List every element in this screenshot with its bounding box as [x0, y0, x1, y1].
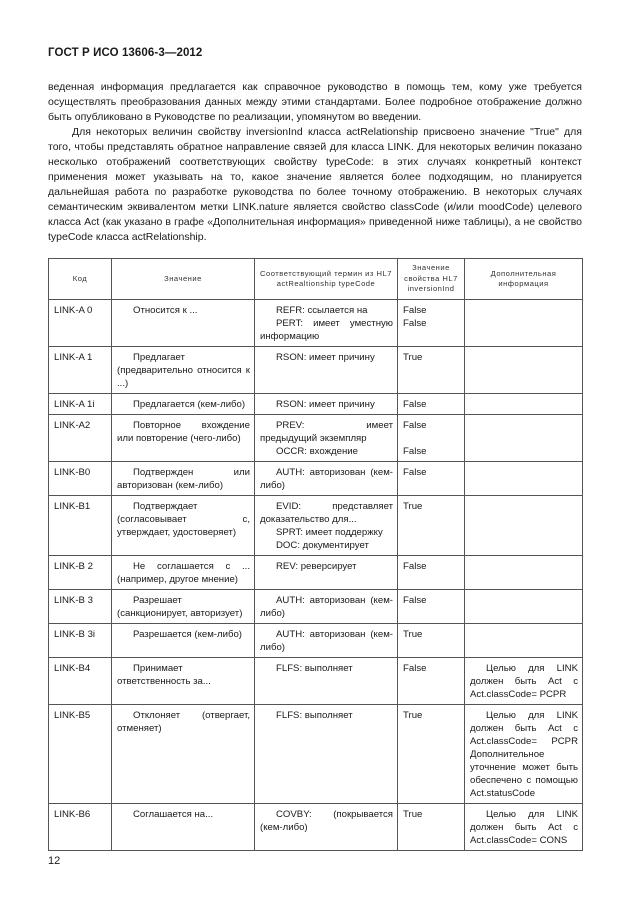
- paragraph-1: веденная информация предлагается как справочное руководство в помощь тем, кому уже требуется осуществлять преобразования данных между этими стандартами. Более подробное отображение должно быть опубликовано в Руководстве по реализации, упомянутом во введении.: [48, 81, 582, 123]
- table-header-row: [49, 259, 583, 300]
- hl7-term-line: COVBY: (покрывается (кем-либо): [260, 809, 393, 833]
- hl7-term-line: REFR: ссылается на: [276, 305, 368, 316]
- body-text: [48, 80, 582, 245]
- page-header-title: ГОСТ Р ИСО 13606-3—2012: [48, 47, 203, 59]
- mapping-table: [48, 258, 583, 851]
- inversion-value: True: [403, 629, 423, 640]
- cell-additional-info: [465, 300, 583, 347]
- cell-code: LINK-A 1i: [49, 394, 112, 415]
- cell-meaning: Принимает ответственность за...: [112, 658, 255, 705]
- inversion-value: False: [403, 561, 427, 572]
- cell-additional-info: [465, 462, 583, 496]
- cell-additional-info: [465, 590, 583, 624]
- inversion-value: False: [403, 467, 427, 478]
- header-code: Код: [49, 259, 112, 300]
- header-additional-info: Дополнительная информация: [465, 259, 583, 300]
- cell-code: LINK-B0: [49, 462, 112, 496]
- cell-meaning: Предлагает (предварительно относится к ...): [112, 347, 255, 394]
- cell-additional-info: Целью для LINK должен быть Act с Act.classCode= CONS: [465, 804, 583, 851]
- cell-hl7-term: [255, 394, 398, 415]
- cell-hl7-term: [255, 624, 398, 658]
- table-row: [49, 394, 583, 415]
- cell-inversion-value: [398, 804, 465, 851]
- inversion-value: False: [403, 595, 427, 606]
- cell-inversion-value: [398, 347, 465, 394]
- table-row: [49, 658, 583, 705]
- cell-hl7-term: [255, 590, 398, 624]
- hl7-term-line: AUTH: авторизован (кем-либо): [260, 629, 393, 653]
- cell-meaning: Предлагается (кем-либо): [112, 394, 255, 415]
- cell-hl7-term: [255, 658, 398, 705]
- hl7-term-line: PERT: имеет уместную информацию: [260, 318, 393, 342]
- cell-code: LINK-B 3: [49, 590, 112, 624]
- hl7-term-line: RSON: имеет причину: [276, 399, 375, 410]
- header-inversion-value: Значение свойства HL7 inversionInd: [398, 259, 465, 300]
- cell-inversion-value: [398, 394, 465, 415]
- header-hl7-term: Соответствующий термин из HL7 actRealtionship typeCode: [255, 259, 398, 300]
- cell-inversion-value: [398, 300, 465, 347]
- cell-additional-info: [465, 415, 583, 462]
- hl7-term-line: SPRT: имеет поддержку: [276, 527, 383, 538]
- hl7-term-line: EVID: представляет доказательство для...: [260, 501, 393, 525]
- cell-hl7-term: [255, 347, 398, 394]
- cell-code: LINK-B1: [49, 496, 112, 556]
- cell-inversion-value: [398, 705, 465, 804]
- cell-additional-info: [465, 624, 583, 658]
- inversion-value: True: [403, 809, 423, 820]
- cell-hl7-term: [255, 705, 398, 804]
- cell-hl7-term: [255, 300, 398, 347]
- inversion-value: False: [403, 663, 427, 674]
- cell-hl7-term: [255, 496, 398, 556]
- table-row: [49, 415, 583, 462]
- cell-additional-info: Целью для LINK должен быть Act с Act.classCode= PCPR Дополнительное уточнение может быть обеспечено с помощью Act.statusCode: [465, 705, 583, 804]
- inversion-value: True: [403, 501, 423, 512]
- cell-hl7-term: [255, 556, 398, 590]
- cell-meaning: Подтверждает (согласовывает с, утверждает, удостоверяет): [112, 496, 255, 556]
- cell-inversion-value: [398, 496, 465, 556]
- cell-hl7-term: [255, 462, 398, 496]
- cell-additional-info: [465, 556, 583, 590]
- table-row: [49, 590, 583, 624]
- cell-inversion-value: [398, 556, 465, 590]
- cell-code: LINK-B5: [49, 705, 112, 804]
- cell-code: LINK-B6: [49, 804, 112, 851]
- hl7-term-line: OCCR: вхождение: [276, 446, 358, 457]
- cell-meaning: Относится к ...: [112, 300, 255, 347]
- paragraph-2: Для некоторых величин свойству inversionInd класса actRelationship присвоено значение "True" для того, чтобы представлять обратное направление связей для класса LINK. Для некоторых величин показано несколько отображений соответствующих свойству typeCode: в этих случаях конкретный контекст применения может указывать на то, какое значение является более подходящим, но планируется дальнейшая работа по разработке руководства по более точному отображению. В некоторых случаях семантическим эквивалентом метки LINK.nature является свойство classCode (и/или moodCode) целевого класса Act (как указано в графе «Дополнительная информация» приведенной ниже таблицы), а не свойство typeCode класса actRelationship.: [48, 126, 582, 243]
- cell-code: LINK-B 2: [49, 556, 112, 590]
- cell-meaning: Отклоняет (отвергает, отменяет): [112, 705, 255, 804]
- table-row: [49, 556, 583, 590]
- hl7-term-line: RSON: имеет причину: [276, 352, 375, 363]
- cell-code: LINK-B4: [49, 658, 112, 705]
- cell-hl7-term: [255, 415, 398, 462]
- table-row: [49, 624, 583, 658]
- cell-meaning: Повторное вхождение или повторение (чего-либо): [112, 415, 255, 462]
- hl7-term-line: PREV: имеет предыдущий экземпляр: [260, 420, 393, 444]
- cell-additional-info: [465, 394, 583, 415]
- cell-additional-info: [465, 496, 583, 556]
- inversion-value: True: [403, 352, 423, 363]
- inversion-value: False: [403, 446, 427, 457]
- inversion-value: False: [403, 305, 427, 316]
- inversion-value: False: [403, 420, 427, 431]
- hl7-term-line: AUTH: авторизован (кем-либо): [260, 595, 393, 619]
- cell-meaning: Не соглашается с ... (например, другое мнение): [112, 556, 255, 590]
- cell-inversion-value: [398, 624, 465, 658]
- cell-inversion-value: [398, 415, 465, 462]
- cell-code: LINK-B 3i: [49, 624, 112, 658]
- inversion-value: True: [403, 710, 423, 721]
- hl7-term-line: DOC: документирует: [276, 540, 369, 551]
- hl7-term-line: AUTH: авторизован (кем-либо): [260, 467, 393, 491]
- page-number: 12: [48, 855, 61, 867]
- cell-inversion-value: [398, 462, 465, 496]
- table-row: [49, 300, 583, 347]
- cell-meaning: Соглашается на...: [112, 804, 255, 851]
- hl7-term-line: FLFS: выполняет: [276, 710, 353, 721]
- inversion-value: False: [403, 318, 427, 329]
- cell-hl7-term: [255, 804, 398, 851]
- cell-inversion-value: [398, 590, 465, 624]
- header-meaning: Значение: [112, 259, 255, 300]
- hl7-term-line: REV: реверсирует: [276, 561, 357, 572]
- table-row: [49, 496, 583, 556]
- inversion-value: False: [403, 399, 427, 410]
- table-row: [49, 347, 583, 394]
- cell-meaning: Разрешает (санкционирует, авторизует): [112, 590, 255, 624]
- cell-additional-info: Целью для LINK должен быть Act с Act.classCode= PCPR: [465, 658, 583, 705]
- table-row: [49, 705, 583, 804]
- cell-additional-info: [465, 347, 583, 394]
- table-row: [49, 462, 583, 496]
- cell-code: LINK-A2: [49, 415, 112, 462]
- hl7-term-line: FLFS: выполняет: [276, 663, 353, 674]
- cell-code: LINK-A 0: [49, 300, 112, 347]
- cell-inversion-value: [398, 658, 465, 705]
- cell-meaning: Подтвержден или авторизован (кем-либо): [112, 462, 255, 496]
- cell-meaning: Разрешается (кем-либо): [112, 624, 255, 658]
- cell-code: LINK-A 1: [49, 347, 112, 394]
- table-row: [49, 804, 583, 851]
